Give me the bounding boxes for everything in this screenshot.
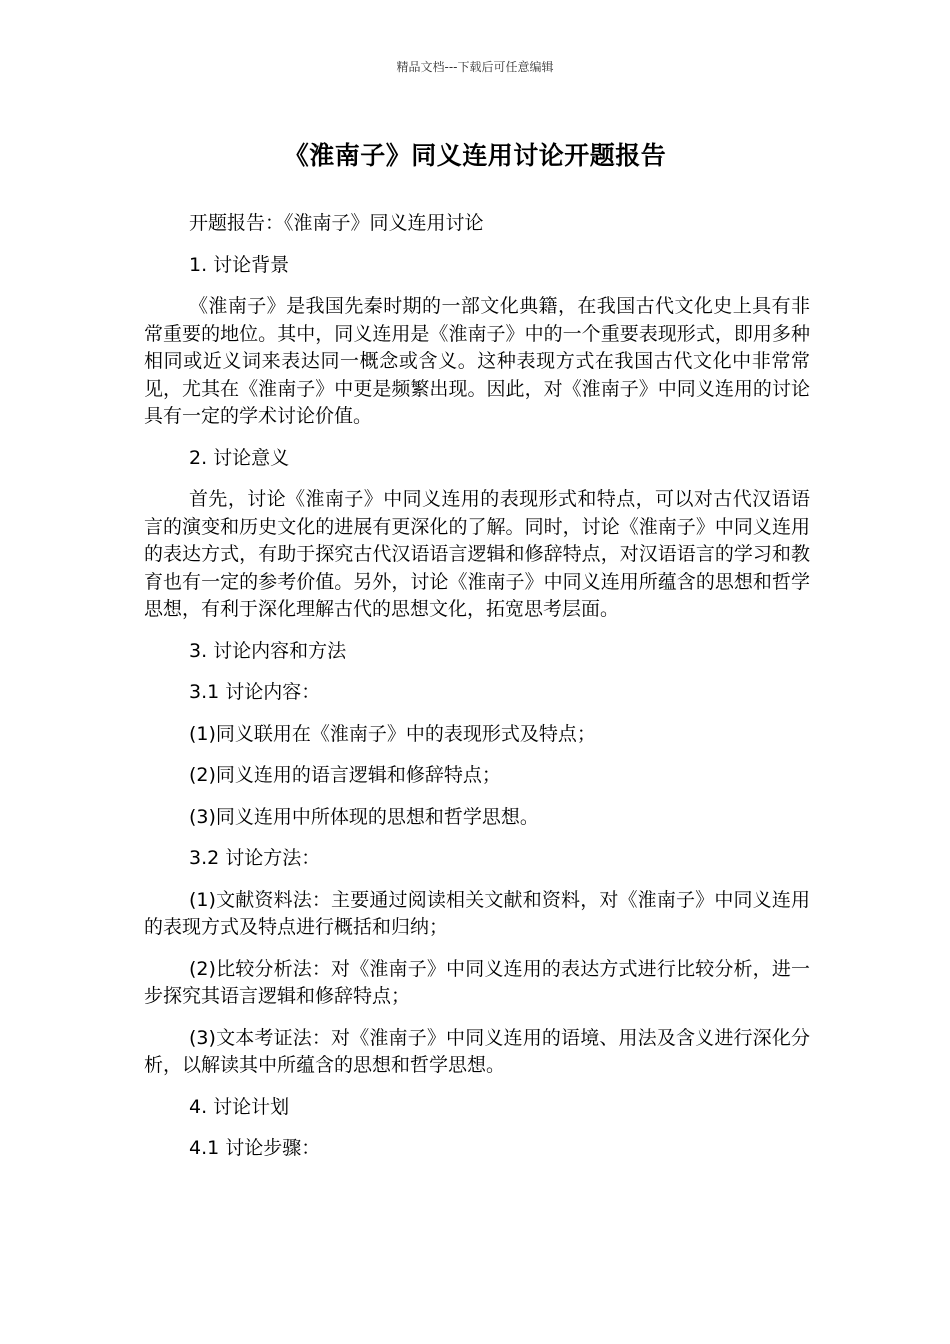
section-heading-content-method: 3. 讨论内容和方法 [189, 639, 347, 662]
list-item-content-1: (1)同义联用在《淮南子》中的表现形式及特点； [189, 722, 596, 745]
paragraph-background: 《淮南子》是我国先秦时期的一部文化典籍，在我国古代文化史上具有非常重要的地位。其中，同义连用是《淮南子》中的一个重要表现形式，即用多种相同或近义词来表达同一概念或含义。这种表现方式在我国古代文化中非常常见，尤其在《淮南子》中更是频繁出现。因此，对《淮南子》中同义连用的讨论具有一定的学术讨论价值。 [144, 295, 810, 427]
document-body [144, 210, 810, 1177]
subsection-heading-method: 3.2 讨论方法： [189, 847, 321, 869]
header-note: 精品文档---下载后可任意编辑 [396, 60, 554, 74]
list-item-method-2: (2)比较分析法：对《淮南子》中同义连用的表达方式进行比较分析，进一步探究其语言逻辑和修辞特点； [144, 957, 810, 1007]
list-item-method-3: (3)文本考证法：对《淮南子》中同义连用的语境、用法及含义进行深化分析，以解读其中所蕴含的思想和哲学思想。 [144, 1026, 810, 1076]
paragraph-significance: 首先，讨论《淮南子》中同义连用的表现形式和特点，可以对古代汉语语言的演变和历史文化的进展有更深化的了解。同时，讨论《淮南子》中同义连用的表达方式，有助于探究古代汉语语言逻辑和修辞特点，对汉语语言的学习和教育也有一定的参考价值。另外，讨论《淮南子》中同义连用所蕴含的思想和哲学思想，有利于深化理解古代的思想文化，拓宽思考层面。 [144, 488, 810, 620]
section-heading-significance: 2. 讨论意义 [189, 446, 290, 469]
list-item-content-3: (3)同义连用中所体现的思想和哲学思想。 [189, 805, 539, 828]
list-item-content-2: (2)同义连用的语言逻辑和修辞特点； [189, 764, 501, 786]
subsection-heading-steps: 4.1 讨论步骤： [189, 1137, 321, 1159]
section-heading-plan: 4. 讨论计划 [189, 1095, 290, 1118]
report-subtitle: 开题报告：《淮南子》同义连用讨论 [189, 212, 484, 234]
list-item-method-1: (1)文献资料法：主要通过阅读相关文献和资料，对《淮南子》中同义连用的表现方式及特点进行概括和归纳； [144, 888, 810, 938]
section-heading-background: 1. 讨论背景 [189, 253, 290, 276]
subsection-heading-content: 3.1 讨论内容： [189, 681, 321, 703]
document-title: 《淮南子》同义连用讨论开题报告 [283, 141, 667, 170]
